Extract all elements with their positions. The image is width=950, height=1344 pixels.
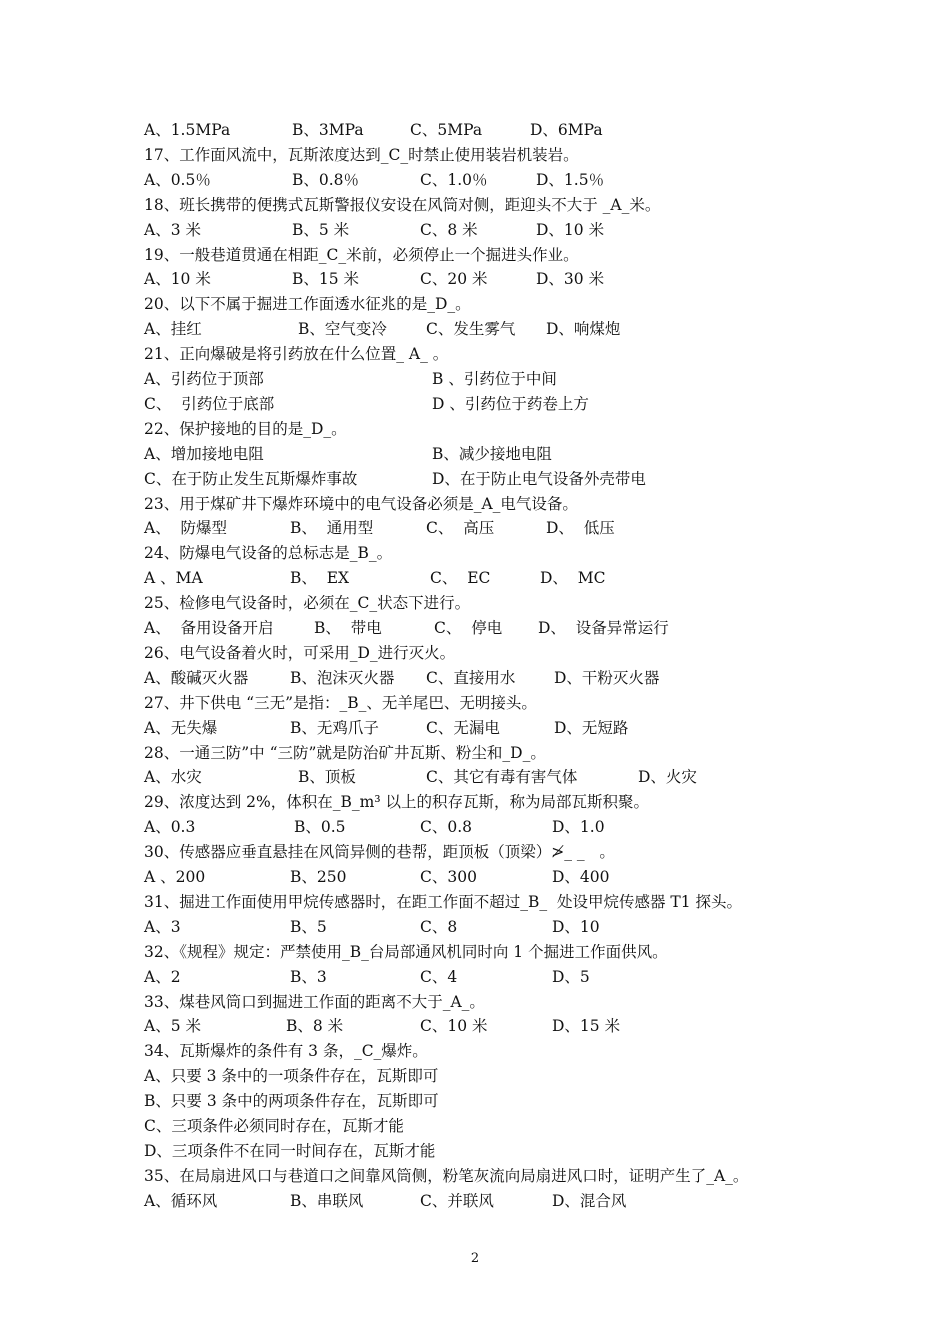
answer-options: [0, 765, 950, 789]
text-line: [0, 890, 950, 914]
answer-options: [0, 566, 950, 590]
answer-options: [0, 317, 950, 341]
line-text: 24、防爆电气设备的总标志是_B_。: [144, 544, 393, 563]
option: A、水灾: [144, 768, 202, 787]
option: D、干粉灭火器: [554, 668, 660, 687]
option: C、直接用水: [426, 668, 516, 687]
option: B、 通用型: [290, 519, 374, 538]
option: A、3: [144, 917, 181, 936]
line-text: C、三项条件必须同时存在，瓦斯才能: [144, 1117, 404, 1135]
line-text: 22、保护接地的目的是_D_。: [144, 419, 347, 438]
option: B、顶板: [298, 768, 356, 787]
answer-options: [0, 815, 950, 839]
option: D、6MPa: [530, 121, 603, 139]
line-text: 30、传感器应垂直悬挂在风筒异侧的巷帮，距顶板（顶梁）≯_ _ 。: [144, 843, 615, 862]
option: C、5MPa: [410, 121, 483, 139]
line-text: 18、班长携带的便携式瓦斯警报仪安设在风筒对侧，距迎头不大于 _A_米。: [144, 195, 661, 214]
text-line: [0, 641, 950, 665]
option: A、10 米: [144, 270, 211, 289]
text-line: [0, 143, 950, 167]
line-text: B、只要 3 条中的两项条件存在，瓦斯即可: [144, 1092, 439, 1111]
line-text: 20、以下不属于掘进工作面透水征兆的是_D_。: [144, 295, 471, 314]
option: A、5 米: [144, 1017, 201, 1036]
text-line: [0, 1089, 950, 1113]
option: C、 高压: [426, 519, 495, 538]
option: C、其它有毒有害气体: [426, 768, 578, 787]
option: D、在于防止电气设备外壳带电: [432, 469, 646, 488]
line-text: 25、检修电气设备时，必须在_C_状态下进行。: [144, 594, 471, 613]
option: A、2: [144, 967, 181, 986]
text-line: [0, 790, 950, 814]
text-line: [0, 741, 950, 765]
option: B、泡沫灭火器: [290, 668, 395, 687]
option: D、无短路: [554, 718, 629, 737]
option: B、3: [290, 967, 327, 986]
text-line: [0, 990, 950, 1014]
page-number: 2: [470, 1251, 480, 1266]
option: C、 停电: [434, 619, 503, 637]
text-line: [0, 1064, 950, 1088]
option: C、无漏电: [426, 718, 500, 737]
option: B、0.8％: [292, 170, 360, 189]
option: A、循环风: [144, 1191, 218, 1210]
option: C、10 米: [420, 1017, 488, 1036]
answer-options: [0, 218, 950, 242]
option: B、3MPa: [292, 121, 364, 139]
option: B、 EX: [290, 569, 350, 588]
option: C、8: [420, 917, 458, 936]
option: D、响煤炮: [546, 320, 621, 339]
option: D、30 米: [536, 270, 605, 289]
option: B 、引药位于中间: [432, 370, 557, 388]
text-line: [0, 840, 950, 864]
text-line: [0, 940, 950, 964]
option: B、8 米: [286, 1017, 344, 1036]
option: B、0.5: [294, 818, 346, 837]
option: A、挂红: [144, 320, 202, 339]
answer-options: [0, 1189, 950, 1213]
option: C、20 米: [420, 270, 488, 289]
answer-options: [0, 915, 950, 939]
answer-options: [0, 716, 950, 740]
option: D、5: [552, 967, 590, 986]
option: D、400: [552, 868, 610, 886]
line-text: 27、井下供电 “三无”是指：_B_、无羊尾巴、无明接头。: [144, 693, 537, 712]
answer-options: [0, 616, 950, 640]
option: C、1.0％: [420, 170, 488, 189]
option: C、8 米: [420, 220, 478, 239]
text-line: [0, 292, 950, 316]
option: B、5 米: [292, 220, 350, 239]
answer-options: [0, 442, 950, 466]
option: B、空气变冷: [298, 320, 387, 339]
text-line: [0, 1164, 950, 1188]
option: A 、200: [144, 868, 206, 886]
option: D、1.0: [552, 818, 605, 837]
answer-options: [0, 367, 950, 391]
option: D 、引药位于药卷上方: [432, 394, 589, 413]
option: C、并联风: [420, 1191, 494, 1210]
option: D、 MC: [540, 569, 606, 588]
option: A、1.5MPa: [144, 121, 231, 139]
line-text: 33、煤巷风筒口到掘进工作面的距离不大于_A_。: [144, 992, 485, 1011]
text-line: [0, 1114, 950, 1138]
option: B、5: [290, 917, 327, 936]
text-line: [0, 342, 950, 366]
option: D、 低压: [546, 519, 615, 538]
answer-options: [0, 666, 950, 690]
text-line: [0, 1039, 950, 1063]
answer-options: [0, 865, 950, 889]
option: C、0.8: [420, 818, 473, 837]
option: D、1.5％: [536, 170, 605, 189]
option: D、 设备异常运行: [538, 619, 669, 637]
line-text: 34、瓦斯爆炸的条件有 3 条，_C_爆炸。: [144, 1042, 428, 1061]
text-line: [0, 1139, 950, 1163]
text-line: [0, 691, 950, 715]
answer-options: [0, 267, 950, 291]
text-line: [0, 417, 950, 441]
line-text: A、只要 3 条中的一项条件存在，瓦斯即可: [144, 1067, 439, 1086]
option: D、混合风: [552, 1191, 627, 1210]
option: A、 防爆型: [144, 519, 228, 538]
option: A、3 米: [144, 220, 201, 239]
option: C、在于防止发生瓦斯爆炸事故: [144, 469, 358, 488]
line-text: D、三项条件不在同一时间存在，瓦斯才能: [144, 1141, 436, 1160]
option: A、引药位于顶部: [144, 370, 264, 388]
option: C、 引药位于底部: [144, 394, 275, 413]
answer-options: [0, 467, 950, 491]
option: A、酸碱灭火器: [144, 668, 249, 687]
option: B、无鸡爪子: [290, 718, 379, 737]
answer-options: [0, 118, 950, 142]
option: A、无失爆: [144, 718, 218, 737]
option: B、减少接地电阻: [432, 444, 552, 463]
option: A、0.5％: [144, 170, 211, 189]
line-text: 26、电气设备着火时，可采用_D_进行灭火。: [144, 643, 456, 662]
answer-options: [0, 168, 950, 192]
line-text: 21、正向爆破是将引药放在什么位置_ A_ 。: [144, 345, 449, 364]
option: C、 EC: [430, 569, 491, 588]
text-line: [0, 591, 950, 615]
line-text: 35、在局扇进风口与巷道口之间靠风筒侧，粉笔灰流向局扇进风口时，证明产生了_A_。: [144, 1166, 749, 1185]
text-line: [0, 541, 950, 565]
option: B、250: [290, 868, 347, 886]
line-text: 23、用于煤矿井下爆炸环境中的电气设备必须是_A_电气设备。: [144, 494, 578, 513]
line-text: 31、掘进工作面使用甲烷传感器时，在距工作面不超过_B_ 处设甲烷传感器 T1 探头。: [144, 892, 743, 911]
option: D、15 米: [552, 1017, 621, 1036]
line-text: 19、一般巷道贯通在相距_C_米前，必须停止一个掘进头作业。: [144, 245, 579, 264]
answer-options: [0, 392, 950, 416]
text-line: [0, 193, 950, 217]
option: D、10: [552, 917, 600, 936]
line-text: 29、浓度达到 2%，体积在_B_m³ 以上的积存瓦斯，称为局部瓦斯积聚。: [144, 793, 649, 812]
answer-options: [0, 1014, 950, 1038]
option: B、 带电: [314, 619, 382, 637]
option: A、 备用设备开启: [144, 619, 274, 637]
option: A、0.3: [144, 818, 196, 837]
line-text: 32、《规程》规定：严禁使用_B_台局部通风机同时向 1 个掘进工作面供风。: [144, 942, 668, 961]
option: A、增加接地电阻: [144, 444, 264, 463]
line-text: 28、一通三防”中 “三防”就是防治矿井瓦斯、粉尘和_D_。: [144, 743, 546, 762]
option: C、4: [420, 967, 458, 986]
text-line: [0, 492, 950, 516]
option: C、发生雾气: [426, 320, 516, 339]
answer-options: [0, 965, 950, 989]
option: C、300: [420, 868, 477, 886]
option: D、10 米: [536, 220, 605, 239]
option: A 、MA: [144, 569, 203, 588]
line-text: 17、工作面风流中，瓦斯浓度达到_C_时禁止使用装岩机装岩。: [144, 145, 579, 164]
text-line: [0, 243, 950, 267]
answer-options: [0, 516, 950, 540]
option: B、15 米: [292, 270, 360, 289]
option: D、火灾: [638, 768, 697, 787]
option: B、串联风: [290, 1191, 364, 1210]
